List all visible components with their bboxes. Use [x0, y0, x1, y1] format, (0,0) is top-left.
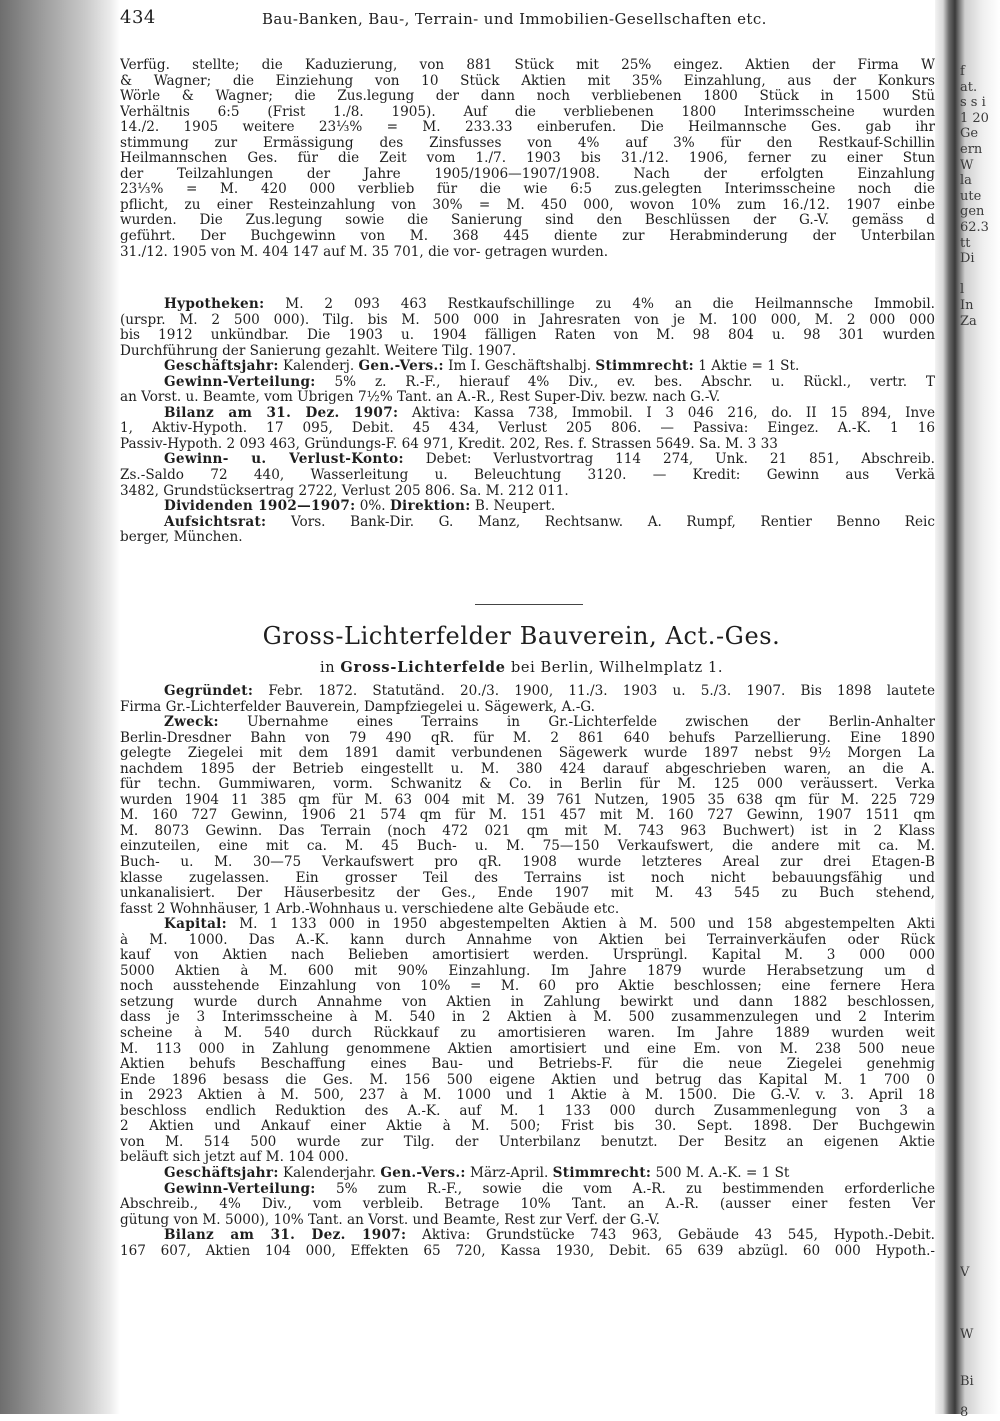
text-line: M. 8073 Gewinn. Das Terrain (noch 472 021 qm mit M. 743 963 Buchwert) ist in 2 Klass — [120, 823, 935, 839]
text-line: 2 Aktien und Ankauf einer Aktie à M. 500; Frist bis 30. Sept. 1898. Der Buchgewin — [120, 1119, 935, 1135]
edge-fragment — [960, 329, 1000, 345]
edge-fragment — [960, 750, 1000, 766]
edge-fragment — [960, 1358, 1000, 1374]
text-line: wurden. Die Zus.legung sowie die Sanierung sind den Beschlüssen der G.-V. gemäss d — [120, 213, 935, 229]
section-heading: Hypotheken: — [164, 297, 265, 312]
edge-fragment — [960, 1078, 1000, 1094]
edge-fragment — [960, 1202, 1000, 1218]
edge-fragment — [960, 532, 1000, 548]
edge-fragment — [960, 984, 1000, 1000]
text-line: M. 160 727 Gewinn, 1906 21 574 qm für M. 151 457 mit M. 160 727 Gewinn, 1907 1511 qm — [120, 808, 935, 824]
text-line: bis 1912 unkündbar. Die 1903 u. 1904 fälligen Raten von M. 98 804 u. 98 301 wurden — [120, 328, 935, 344]
continued-entry-sections — [120, 297, 935, 546]
text-line: Berlin-Dresdner Bahn von 79 490 qR. für M. 2 861 640 behufs Parzellierung. Eine 1890 — [120, 730, 935, 746]
section-heading: Direktion: — [389, 499, 471, 515]
text-line: beläuft sich jetzt auf M. 104 000. — [120, 1150, 349, 1166]
text-line: Geschäftsjahr: Kalenderjahr. Gen.-Vers.: März-April. Stimmrecht: 500 M. A.-K. = 1 St — [164, 1165, 790, 1181]
page-header — [120, 7, 930, 31]
entry-separator-rule — [475, 604, 583, 605]
text-line: Aktien behufs Beschaffung eines Bau- und Betriebs-F. für die neue Ziegelei genehmig — [120, 1057, 935, 1073]
edge-fragment — [960, 953, 1000, 969]
edge-fragment — [960, 766, 1000, 782]
edge-fragment — [960, 703, 1000, 719]
edge-fragment — [960, 610, 1000, 626]
text-line: Kapital: M. 1 133 000 in 1950 abgestempelten Aktien à M. 500 und 158 abgestempelten Akti — [164, 917, 935, 933]
section-heading: Geschäftsjahr: — [164, 1165, 279, 1181]
edge-fragment — [960, 1343, 1000, 1359]
text-line: Abschreib., 4% Div., vom verbleib. Betrage 10% Tant. an A.-R. (ausser einer festen Ver — [120, 1197, 935, 1213]
section-heading: Bilanz am 31. Dez. 1907: — [164, 405, 399, 421]
edge-fragment: W — [960, 157, 974, 173]
edge-fragment — [960, 875, 1000, 891]
edge-fragment — [960, 1109, 1000, 1125]
edge-fragment — [960, 922, 1000, 938]
text-line: 14./2. 1905 weitere 23⅓% = M. 233.33 einberufen. Die Heilmannsche Ges. gab ihr — [120, 120, 935, 136]
edge-fragment — [960, 563, 1000, 579]
text-line: à M. 1000. Das A.-K. kann durch Annahme von Aktien bei Terrainverkäufen oder Rück — [120, 932, 935, 948]
edge-fragment — [960, 1062, 1000, 1078]
edge-fragment — [960, 968, 1000, 984]
section-heading: Zweck: — [164, 715, 219, 731]
text-line: nachdem 1895 der Betrieb eingestellt u. M. 380 424 darauf abgeschrieben waren, an die A. — [120, 761, 935, 777]
edge-fragment — [960, 360, 1000, 376]
text-line: Ende 1896 besass die Ges. M. 156 500 eigene Aktien und betrug das Kapital M. 1 700 0 — [120, 1072, 935, 1088]
text-line: gütung von M. 5000), 10% Tant. an Vorst. und Beamte, Rest zur Verf. der G.-V. — [120, 1212, 660, 1228]
edge-fragment: 1 20 — [960, 110, 989, 126]
text-line: einzuteilen, eine mit ca. M. 45 Buch- u. M. 75—150 Verkaufswert, die andere mit ca. M. — [120, 839, 935, 855]
company-entry-text — [120, 684, 935, 1259]
page-number: 434 — [120, 7, 156, 28]
edge-fragment — [960, 797, 1000, 813]
edge-fragment — [960, 469, 1000, 485]
edge-fragment: ern — [960, 141, 983, 157]
edge-fragment — [960, 454, 1000, 470]
company-location — [114, 659, 929, 676]
text-line: Gegründet: Febr. 1872. Statutänd. 20./3. 1900, 11./3. 1903 u. 5./3. 1907. Bis 1898 lautete — [164, 684, 935, 699]
edge-fragment — [960, 828, 1000, 844]
continued-entry-text — [120, 58, 935, 260]
edge-fragment: Ge — [960, 126, 979, 142]
company-title: Gross-Lichterfelder Bauverein, Act.-Ges. — [262, 622, 781, 650]
section-heading: Stimmrecht: — [595, 359, 694, 375]
edge-fragment — [960, 594, 1000, 610]
text-line: (urspr. M. 2 500 000). Tilg. bis M. 500 000 in Jahresraten von je M. 100 000, M. 2 000 000 — [120, 312, 935, 328]
text-line: berger, München. — [120, 530, 243, 546]
text-line: Verhältnis 6:5 (Frist 1./8. 1905). Auf die verbliebenen 1800 Interimsscheine wurden — [120, 104, 935, 120]
text-line: Gewinn- u. Verlust-Konto: Debet: Verlustvortrag 114 274, Unk. 21 851, Abschreib. — [164, 452, 935, 468]
edge-fragment — [960, 485, 1000, 501]
text-line: 167 607, Aktien 104 000, Effekten 65 720, Kassa 1930, Debit. 65 639 abzügl. 60 000 Hypoth.- — [120, 1243, 935, 1259]
edge-fragment — [960, 1280, 1000, 1296]
location-prefix: in — [319, 660, 336, 676]
text-line: Hypotheken: M. 2 093 463 Restkaufschillinge zu 4% an die Heilmannsche Immobil. — [164, 297, 935, 312]
edge-fragment — [960, 859, 1000, 875]
text-line: wurden 1904 11 385 qm für M. 63 004 mit M. 39 761 Nutzen, 1905 35 638 qm für M. 225 729 — [120, 792, 935, 808]
edge-fragment — [960, 813, 1000, 829]
edge-fragment: W — [960, 1327, 974, 1343]
location-place: Gross-Lichterfelde — [340, 659, 506, 676]
edge-fragment — [960, 1218, 1000, 1234]
text-line: in 2923 Aktien à M. 500, 237 à M. 1000 und 1 Aktie à M. 1500. Die G.-V. v. 3. April 18 — [120, 1088, 935, 1104]
edge-fragment — [960, 1171, 1000, 1187]
edge-fragment: 62.3 — [960, 219, 989, 235]
edge-fragment — [960, 1234, 1000, 1250]
edge-fragment — [960, 937, 1000, 953]
running-head: Bau-Banken, Bau-, Terrain- und Immobilien-Gesellschaften etc. — [262, 10, 767, 28]
text-line: Gewinn-Verteilung: 5% z. R.-F., hierauf 4% Div., ev. bes. Abschr. u. Rückl., vertr. T — [164, 374, 935, 390]
edge-fragment: s s i — [960, 95, 986, 111]
text-line: für techn. Gummiwaren, vorm. Schwanitz & Co. in Berlin für M. 125 000 veräussert. Verka — [120, 777, 935, 793]
edge-fragment: f — [960, 64, 965, 79]
text-line: Geschäftsjahr: Kalenderj. Gen.-Vers.: Im I. Geschäftshalbj. Stimmrecht: 1 Aktie = 1 St. — [164, 359, 800, 375]
edge-fragment — [960, 547, 1000, 563]
edge-fragment — [960, 267, 1000, 283]
section-heading: Gewinn-Verteilung: — [164, 1181, 316, 1197]
edge-fragment: ute — [960, 188, 982, 204]
edge-fragment — [960, 735, 1000, 751]
text-line: stimmung zur Ermässigung des Zinsfusses von 4% auf 3% für den Restkauf-Schillin — [120, 135, 935, 151]
text-line: Firma Gr.-Lichterfelder Bauverein, Dampfziegelei u. Sägewerk, A.-G. — [120, 699, 596, 715]
edge-fragment: l — [960, 282, 965, 298]
edge-fragment — [960, 890, 1000, 906]
edge-fragment: Di — [960, 251, 975, 267]
edge-fragment — [960, 579, 1000, 595]
text-line: Wörle & Wagner; die Zus.legung der dann noch verbliebenen 1800 Stück in 1500 Stü — [120, 89, 935, 105]
text-line: an Vorst. u. Beamte, vom Übrigen 7½% Tant. an A.-R., Rest Super-Div. bezw. nach G.-V. — [120, 390, 721, 406]
section-heading: Kapital: — [164, 917, 227, 933]
edge-fragment — [960, 1389, 1000, 1405]
text-line: von M. 514 500 wurde zur Tilg. der Unterbilanz benutzt. Der Besitz an eigenen Aktie — [120, 1134, 935, 1150]
section-heading: Gegründet: — [164, 684, 254, 699]
scan-shadow-left — [0, 0, 120, 1414]
edge-fragment — [960, 906, 1000, 922]
text-line: 1, Aktiv-Hypoth. 17 095, Debit. 45 434, Verlust 205 806. — Passiva: Eingez. A.-K. 1 16 — [120, 421, 935, 437]
edge-fragment — [960, 719, 1000, 735]
edge-fragment: Za — [960, 313, 977, 329]
text-line: Bilanz am 31. Dez. 1907: Aktiva: Grundstücke 743 963, Gebäude 43 545, Hypoth.-Debit. — [164, 1228, 935, 1244]
text-line: Zweck: Übernahme eines Terrains in Gr.-Lichterfelde zwischen der Berlin-Anhalter — [164, 715, 935, 731]
edge-fragment — [960, 516, 1000, 532]
edge-fragment — [960, 501, 1000, 517]
text-line: Dividenden 1902—1907: 0%. Direktion: B. Neupert. — [164, 499, 556, 515]
edge-fragment — [960, 1093, 1000, 1109]
section-heading: Bilanz am 31. Dez. 1907: — [164, 1228, 407, 1244]
edge-fragment: In — [960, 297, 974, 313]
edge-fragment — [960, 625, 1000, 641]
text-line: 3482, Grundstücksertrag 2722, Verlust 205 806. Sa. M. 212 011. — [120, 483, 569, 499]
document-page — [114, 0, 936, 1414]
edge-fragment — [960, 1249, 1000, 1265]
text-line: kauf von Aktien nach Belieben amortisiert werden. Ursprüngl. Kapital M. 3 000 000 — [120, 948, 935, 964]
edge-fragment: at. — [960, 79, 978, 95]
edge-fragment — [960, 844, 1000, 860]
section-heading: Gen.-Vers.: — [358, 359, 444, 375]
text-line: M. 113 000 in Zahlung genommene Aktien amortisiert und eine Em. von M. 238 500 neue — [120, 1041, 935, 1057]
text-line: 23⅓% = M. 420 000 verblieb für die wie 6:5 zus.gelegten Interimsscheine noch die — [120, 182, 935, 198]
edge-fragment — [960, 1140, 1000, 1156]
text-line: beschloss endlich Reduktion des A.-K. auf M. 1 133 000 durch Zusammenlegung von 3 a — [120, 1103, 935, 1119]
text-line: & Wagner; die Einziehung von 10 Stück Aktien mit 35% Einzahlung, aus der Konkurs — [120, 73, 935, 89]
location-rest: bei Berlin, Wilhelmplatz 1. — [511, 660, 724, 676]
section-heading: Gewinn- u. Verlust-Konto: — [164, 452, 404, 468]
text-line: pflicht, zu einer Resteinzahlung von 30% = M. 450 000, wovon 10% zum 16./12. 1907 einbe — [120, 197, 935, 213]
edge-fragment: V — [960, 1264, 970, 1280]
text-line: geführt. Der Buchgewinn von M. 368 445 diente zur Herabminderung der Unterbilan — [120, 229, 935, 245]
edge-fragment — [960, 1187, 1000, 1203]
text-line: Bilanz am 31. Dez. 1907: Aktiva: Kassa 738, Immobil. I 3 046 216, do. II 15 894, Inve — [164, 405, 935, 421]
edge-fragment: Bi — [960, 1373, 974, 1389]
edge-fragment: tt — [960, 235, 971, 251]
text-line: Verfüg. stellte; die Kaduzierung, von 881 Stück mit 25% eingez. Aktien der Firma W — [120, 58, 935, 73]
edge-fragment — [960, 1031, 1000, 1047]
edge-fragment — [960, 1000, 1000, 1016]
text-line: 31./12. 1905 von M. 404 147 auf M. 35 701, die vor- getragen wurden. — [120, 244, 609, 260]
text-line: dass je 3 Interimsscheine à M. 540 in 2 Aktien à M. 500 zusammenzulegen und 2 Interim — [120, 1010, 935, 1026]
edge-fragment — [960, 781, 1000, 797]
text-line: 5000 Aktien à M. 600 mit 90% Einzahlung. Im Jahre 1879 wurde Herabsetzung um d — [120, 963, 935, 979]
edge-fragment — [960, 376, 1000, 392]
edge-fragment — [960, 423, 1000, 439]
text-line: fasst 2 Wohnhäuser, 1 Arb.-Wohnhaus u. verschiedene alte Gebäude etc. — [120, 901, 620, 917]
edge-fragment: la — [960, 173, 972, 189]
edge-fragment: 8 — [960, 1405, 969, 1421]
adjacent-page-fragments — [960, 64, 1000, 1421]
text-line: Durchführung der Sanierung gezahlt. Weitere Tilg. 1907. — [120, 343, 517, 359]
edge-fragment — [960, 1046, 1000, 1062]
edge-fragment — [960, 1124, 1000, 1140]
text-line: unkanalisiert. Der Häuserbesitz der Ges., Ende 1907 mit M. 43 545 zu Buch stehend, — [120, 886, 935, 902]
text-line: Gewinn-Verteilung: 5% zum R.-F., sowie die vom A.-R. zu bestimmenden erforderliche — [164, 1181, 935, 1197]
text-line: Buch- u. M. 30—75 Verkaufswert pro qR. 1908 wurde letzteres Areal zur drei Etagen-B — [120, 855, 935, 871]
section-heading: Gewinn-Verteilung: — [164, 374, 316, 390]
edge-fragment — [960, 641, 1000, 657]
edge-fragment — [960, 438, 1000, 454]
section-heading: Geschäftsjahr: — [164, 359, 279, 375]
edge-fragment: gen — [960, 204, 985, 220]
edge-fragment — [960, 391, 1000, 407]
edge-fragment — [960, 1015, 1000, 1031]
edge-fragment — [960, 1312, 1000, 1328]
section-heading: Gen.-Vers.: — [380, 1165, 466, 1181]
edge-fragment — [960, 688, 1000, 704]
text-line: setzung wurde durch Annahme von Aktien in Zahlung bewirkt und dann 1882 beschlossen, — [120, 994, 935, 1010]
text-line: Passiv-Hypoth. 2 093 463, Gründungs-F. 64 971, Kredit. 202, Res. f. Strassen 5649. Sa. M. 3 33 — [120, 436, 778, 452]
edge-fragment — [960, 657, 1000, 673]
section-heading: Stimmrecht: — [552, 1165, 652, 1181]
text-line: der Teilzahlungen der Jahre 1905/1906—1907/1908. Nach der erfolgten Einzahlung — [120, 166, 935, 182]
text-line: scheine à M. 540 durch Rückkauf zu amortisieren waren. Im Jahre 1889 wurden weit — [120, 1026, 935, 1042]
text-line: klasse zugelassen. Ein grosser Teil des Terrains ist noch nicht bebauungsfähig und — [120, 870, 935, 886]
text-line: gelegte Ziegelei mit dem 1891 damit verbundenen Sägewerk wurde 1897 nebst 9½ Morgen La — [120, 746, 935, 762]
edge-fragment — [960, 345, 1000, 361]
section-heading: Dividenden 1902—1907: — [164, 499, 356, 515]
edge-fragment — [960, 672, 1000, 688]
text-line: Aufsichtsrat: Vors. Bank-Dir. G. Manz, Rechtsanw. A. Rumpf, Rentier Benno Reic — [164, 514, 935, 530]
edge-fragment — [960, 1156, 1000, 1172]
text-line: Zs.-Saldo 72 440, Wasserleitung u. Beleuchtung 3120. — Kredit: Gewinn aus Verkä — [120, 468, 935, 484]
edge-fragment — [960, 407, 1000, 423]
edge-fragment — [960, 1296, 1000, 1312]
section-heading: Aufsichtsrat: — [164, 514, 267, 530]
text-line: Heilmannschen Ges. für die Zeit vom 1./7. 1903 bis 31./12. 1906, ferner zu einer Stun — [120, 151, 935, 167]
text-line: noch ausstehende Einzahlung von 10% = M. 60 pro Aktie beschlossen; eine fernere Hera — [120, 979, 935, 995]
